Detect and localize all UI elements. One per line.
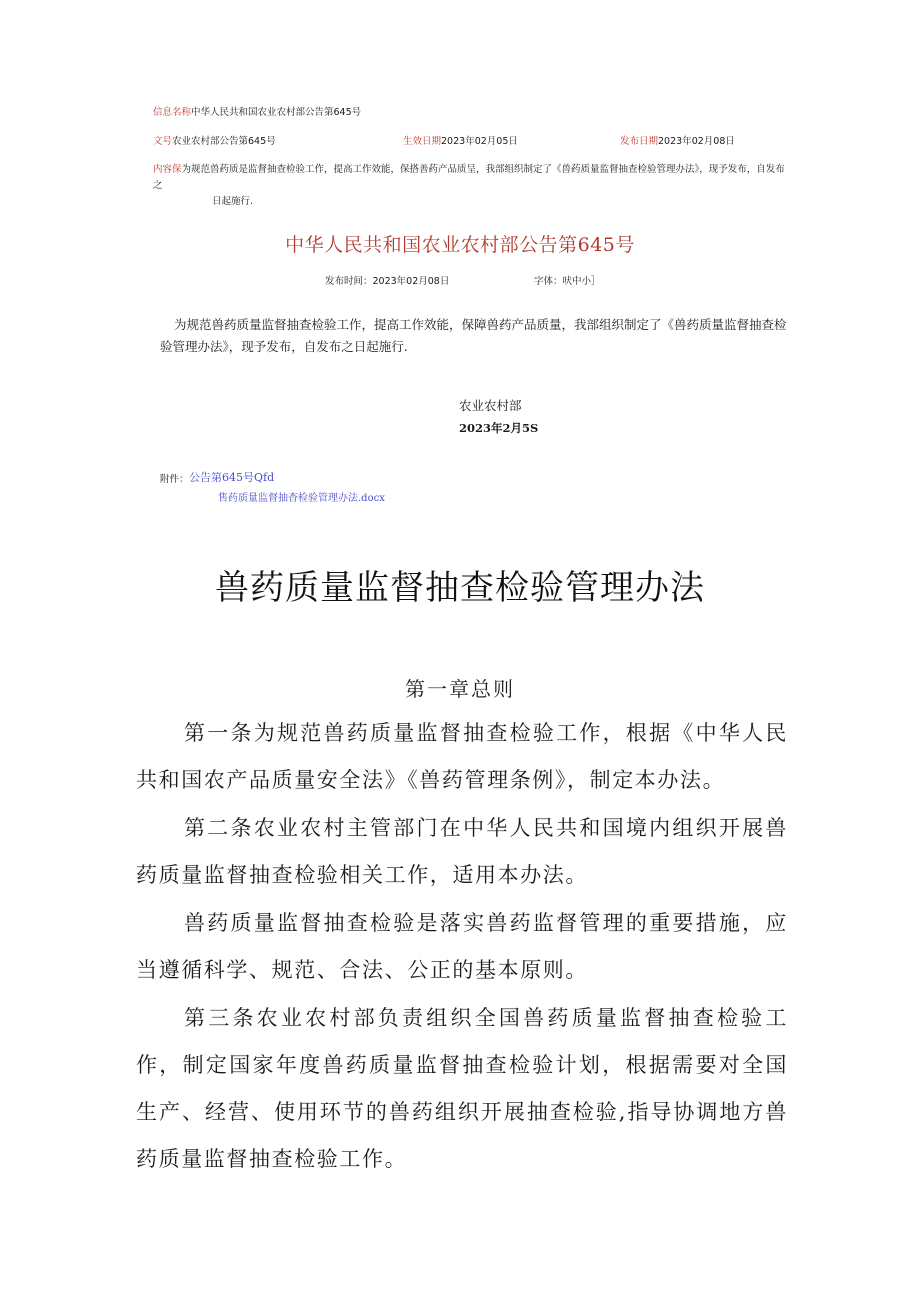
- doc-number-value: 农业农村部公告第645号: [172, 136, 276, 147]
- info-name-label: 信息名称: [153, 107, 192, 118]
- content-summary-label: 内容保: [153, 164, 182, 175]
- doc-number-row: [153, 133, 276, 147]
- info-name-row: [153, 104, 361, 118]
- doc-number-label: 文号: [153, 136, 173, 147]
- publish-date-value: 2023年02月08日: [658, 136, 735, 147]
- info-name-value: 中华人民共和国农业农村部公告第645号: [191, 107, 362, 118]
- article-paragraph: 兽药质量监督抽查检验是落实兽药监督管理的重要措施，应当遵循科学、规范、合法、公正的基本原则。: [136, 911, 788, 982]
- signature-organization: 农业农村部: [459, 398, 522, 413]
- article-paragraph: 第一条为规范兽药质量监督抽查检验工作，根据《中华人民共和国农产品质量安全法》《兽药管理条例》，制定本办法。: [136, 721, 788, 792]
- content-summary-continuation: 日起施行.: [212, 196, 254, 207]
- content-summary-value: 为规范兽药质是监督抽查检验工作，提高工作效能，保搭善药产品质呈，我部组织制定了《兽药质量监督抽查检验管理办法》，现予发布，自发布之: [153, 164, 785, 191]
- article-paragraph: 第三条农业农村部负责组织全国兽药质量监督抽查检验工作，制定国家年度兽药质量监督抽查检验计划，根据需要对全国生产、经营、使用环节的兽药组织开展抽查检验,指导协调地方兽药质量监督抽查检验工作。: [136, 1006, 788, 1171]
- font-size-selector[interactable]: 字体：吠中小］: [534, 276, 601, 287]
- notice-publish-time: 发布时间：2023年02月08日: [325, 276, 450, 287]
- notice-title: 中华人民共和国农业农村部公告第645号: [285, 234, 635, 256]
- attachment-link-docx[interactable]: 售药质量监督抽杳检验管理办法.docx: [218, 493, 385, 504]
- article-paragraph: 第二条农业农村主管部门在中华人民共和国境内组织开展兽药质量监督抽查检验相关工作，适用本办法。: [136, 816, 788, 887]
- notice-body: 为规范兽药质量监督抽查检验工作，提高工作效能，保障兽药产品质量，我部组织制定了《兽药质量监督抽查检验管理办法》，现予发布，自发布之日起施行.: [160, 317, 787, 354]
- attachment-link-pdf[interactable]: 公告第645号Qfd: [189, 471, 275, 484]
- publish-date-row: [620, 133, 735, 147]
- effective-date-value: 2023年02月05日: [441, 136, 518, 147]
- effective-date-row: [403, 133, 518, 147]
- content-summary-row: [153, 162, 793, 210]
- document-title: 兽药质量监督抽查检验管理办法: [215, 568, 705, 608]
- chapter-heading: 第一章总则: [405, 677, 515, 701]
- signature-date: 2023年2月5S: [459, 421, 539, 435]
- attachments-label: 附件：: [160, 474, 189, 485]
- publish-date-label: 发布日期: [620, 136, 659, 147]
- effective-date-label: 生效日期: [403, 136, 442, 147]
